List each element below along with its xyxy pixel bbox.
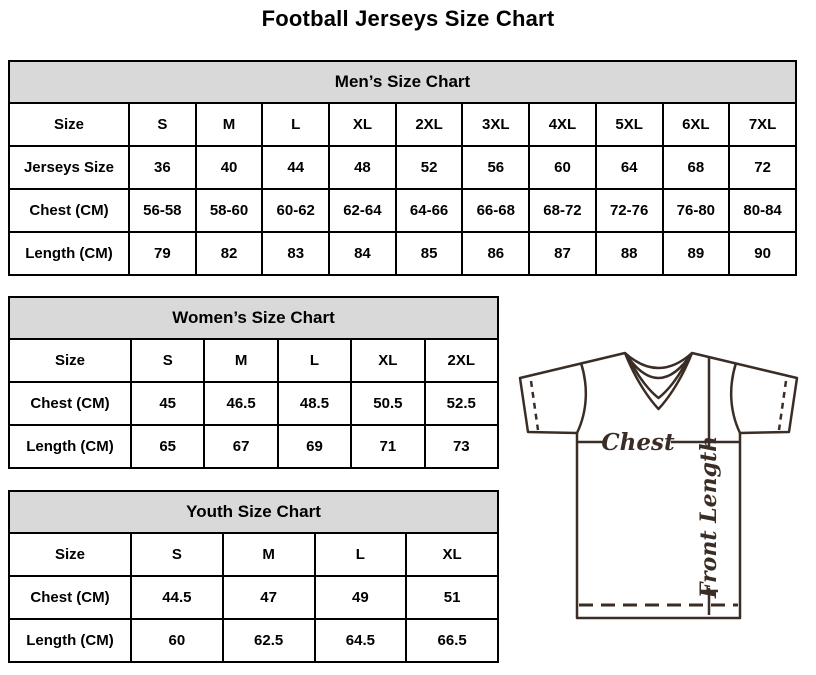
table-cell: 80-84	[729, 189, 796, 232]
table-cell: 48.5	[278, 382, 351, 425]
column-header: 2XL	[425, 339, 498, 382]
table-cell: 68-72	[529, 189, 596, 232]
table-cell: 40	[196, 146, 263, 189]
table-cell: 45	[131, 382, 204, 425]
table-cell: 83	[262, 232, 329, 275]
table-cell: 66-68	[462, 189, 529, 232]
row-label: Chest (CM)	[9, 576, 131, 619]
size-header-cell: Size	[9, 339, 131, 382]
page-title: Football Jerseys Size Chart	[261, 6, 555, 31]
column-header: S	[131, 339, 204, 382]
table-cell: 85	[396, 232, 463, 275]
table-cell: 48	[329, 146, 396, 189]
table-cell: 86	[462, 232, 529, 275]
youth-size-table	[8, 490, 499, 663]
column-header: M	[196, 103, 263, 146]
column-header: 7XL	[729, 103, 796, 146]
row-label: Chest (CM)	[9, 382, 131, 425]
size-header-cell: Size	[9, 103, 129, 146]
table-cell: 58-60	[196, 189, 263, 232]
chest-label: Chest	[601, 429, 675, 456]
column-header: 3XL	[462, 103, 529, 146]
column-header: XL	[406, 533, 498, 576]
table-row	[9, 425, 498, 468]
table-cell: 56	[462, 146, 529, 189]
table-caption-row	[9, 491, 498, 533]
jersey-outline	[520, 353, 797, 618]
table-cell: 64.5	[315, 619, 407, 662]
column-header: 4XL	[529, 103, 596, 146]
row-label: Chest (CM)	[9, 189, 129, 232]
table-caption-row	[9, 61, 796, 103]
table-cell: 47	[223, 576, 315, 619]
table-cell: 76-80	[663, 189, 730, 232]
mens-size-table	[8, 60, 797, 276]
table-cell: 79	[129, 232, 196, 275]
table-cell: 65	[131, 425, 204, 468]
table-cell: 60	[529, 146, 596, 189]
column-header: XL	[351, 339, 424, 382]
table-row	[9, 189, 796, 232]
front-length-label: Front Length	[696, 435, 722, 599]
table-cell: 36	[129, 146, 196, 189]
table-row	[9, 146, 796, 189]
table-cell: 52	[396, 146, 463, 189]
table-cell: 82	[196, 232, 263, 275]
table-cell: 71	[351, 425, 424, 468]
table-cell: 90	[729, 232, 796, 275]
table-cell: 68	[663, 146, 730, 189]
column-header: M	[223, 533, 315, 576]
column-header-row	[9, 103, 796, 146]
table-cell: 51	[406, 576, 498, 619]
column-header: 6XL	[663, 103, 730, 146]
table-caption-row	[9, 297, 498, 339]
size-header-cell: Size	[9, 533, 131, 576]
table-cell: 64-66	[396, 189, 463, 232]
table-cell: 44	[262, 146, 329, 189]
table-cell: 60-62	[262, 189, 329, 232]
table-row	[9, 382, 498, 425]
table-row	[9, 619, 498, 662]
table-cell: 64	[596, 146, 663, 189]
column-header: L	[278, 339, 351, 382]
column-header: S	[131, 533, 223, 576]
womens-size-table	[8, 296, 499, 469]
row-label: Length (CM)	[9, 425, 131, 468]
table-cell: 69	[278, 425, 351, 468]
table-row	[9, 232, 796, 275]
table-cell: 72	[729, 146, 796, 189]
column-header: 2XL	[396, 103, 463, 146]
table-cell: 67	[204, 425, 277, 468]
women-table-title: Women’s Size Chart	[9, 297, 498, 339]
column-header: M	[204, 339, 277, 382]
jersey-diagram-svg	[515, 335, 815, 665]
column-header: 5XL	[596, 103, 663, 146]
table-cell: 56-58	[129, 189, 196, 232]
column-header: XL	[329, 103, 396, 146]
table-cell: 72-76	[596, 189, 663, 232]
column-header-row	[9, 339, 498, 382]
column-header-row	[9, 533, 498, 576]
men-table-title: Men’s Size Chart	[9, 61, 796, 103]
table-cell: 44.5	[131, 576, 223, 619]
table-cell: 50.5	[351, 382, 424, 425]
table-cell: 87	[529, 232, 596, 275]
table-cell: 84	[329, 232, 396, 275]
column-header: L	[315, 533, 407, 576]
table-cell: 60	[131, 619, 223, 662]
table-cell: 73	[425, 425, 498, 468]
table-cell: 88	[596, 232, 663, 275]
table-cell: 89	[663, 232, 730, 275]
table-cell: 49	[315, 576, 407, 619]
row-label: Jerseys Size	[9, 146, 129, 189]
table-cell: 52.5	[425, 382, 498, 425]
table-row	[9, 576, 498, 619]
column-header: S	[129, 103, 196, 146]
jersey-measurement-diagram	[515, 335, 815, 665]
table-cell: 66.5	[406, 619, 498, 662]
row-label: Length (CM)	[9, 232, 129, 275]
column-header: L	[262, 103, 329, 146]
table-cell: 46.5	[204, 382, 277, 425]
row-label: Length (CM)	[9, 619, 131, 662]
youth-table-title: Youth Size Chart	[9, 491, 498, 533]
table-cell: 62-64	[329, 189, 396, 232]
table-cell: 62.5	[223, 619, 315, 662]
